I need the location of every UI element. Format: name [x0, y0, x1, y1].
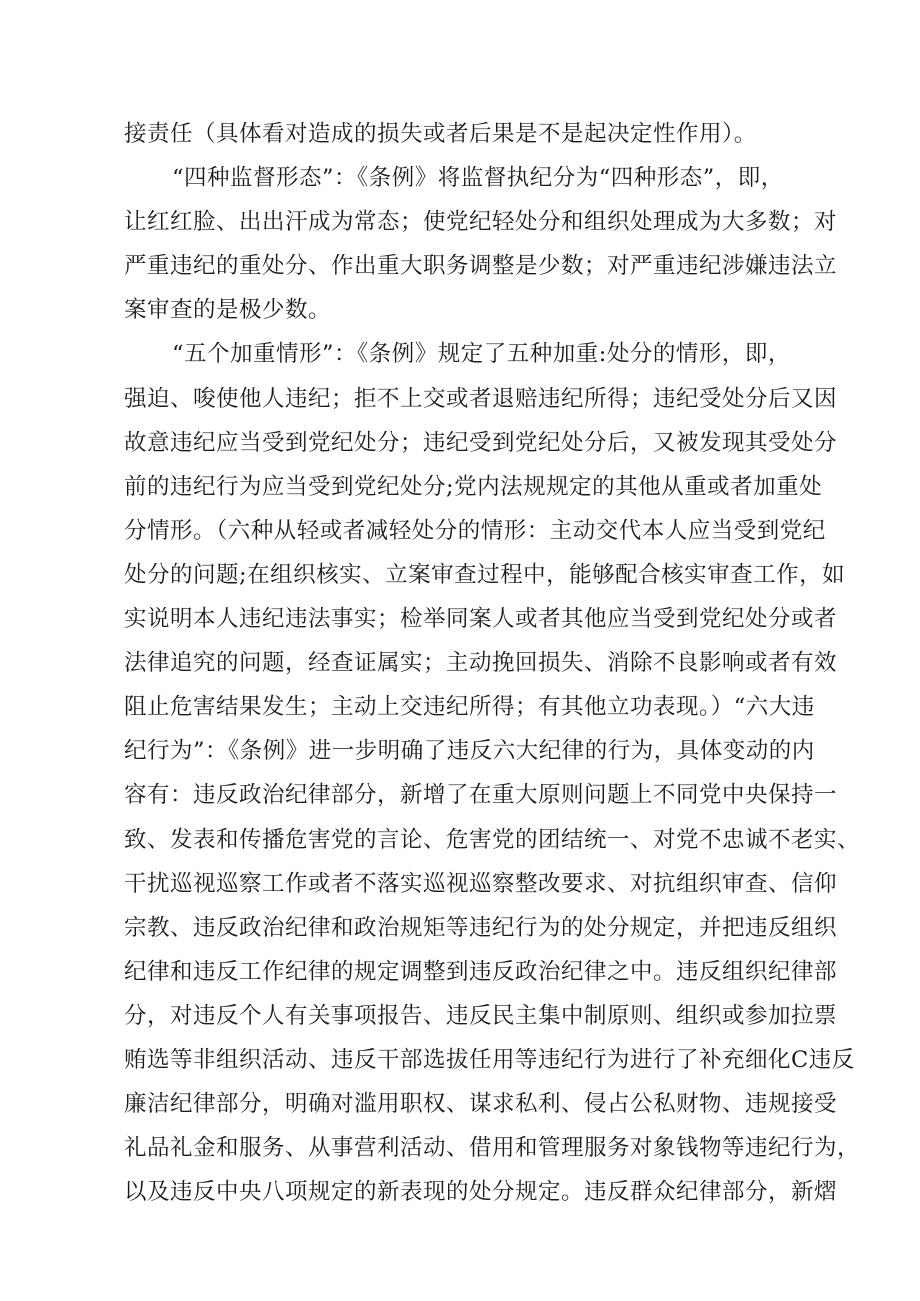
text-line-9: 前的违纪行为应当受到党纪处分;党内法规规定的其他从重或者加重处 — [124, 473, 823, 500]
text-line-4: 严重违纪的重处分、作出重大职务调整是少数；对严重违纪涉嫌违法立 — [124, 253, 838, 280]
text-line-7: 强迫、唆使他人违纪；拒不上交或者退赔违纪所得；违纪受处分后又因 — [124, 385, 838, 412]
text-line-2: “四种监督形态”：《条例》将监督执纪分为“四种形态”，即， — [172, 165, 784, 192]
text-line-21: 分，对违反个人有关事项报告、违反民主集中制原则、组织或参加拉票 — [124, 1002, 838, 1029]
text-line-11: 处分的问题;在组织核实、立案审查过程中，能够配合核实审查工作，如 — [124, 561, 846, 588]
text-line-25: 以及违反中央八项规定的新表现的处分规定。违反群众纪律部分，新熠 — [124, 1179, 838, 1206]
text-line-13: 法律追究的问题，经查证属实；主动挽回损失、消除不良影响或者有效 — [124, 650, 838, 677]
text-line-17: 致、发表和传播危害党的言论、危害党的团结统一、对党不忠诚不老实、 — [124, 826, 861, 853]
text-line-20: 纪律和违反工作纪律的规定调整到违反政治纪律之中。违反组织纪律部 — [124, 958, 838, 985]
text-line-6: “五个加重情形”：《条例》规定了五种加重:处分的情形，即， — [172, 341, 791, 368]
text-line-1: 接责任（具体看对造成的损失或者后果是不是起决定性作用）。 — [124, 121, 757, 147]
text-line-19: 宗教、违反政治纪律和政治规矩等违纪行为的处分规定，并把违反组织 — [124, 914, 838, 941]
text-line-10: 分情形。（六种从轻或者减轻处分的情形：主动交代本人应当受到党纪 — [124, 517, 826, 544]
text-line-15: 纪行为”：《条例》进一步明确了违反六大纪律的行为，具体变动的内 — [124, 738, 815, 765]
text-line-3: 让红红脸、出出汗成为常态；使党纪轻处分和组织处理成为大多数；对 — [124, 209, 838, 236]
text-line-23: 廉洁纪律部分，明确对滥用职权、谋求私利、侵占公私财物、违规接受 — [124, 1091, 838, 1118]
text-line-12: 实说明本人违纪违法事实；检举同案人或者其他应当受到党纪处分或者 — [124, 606, 838, 633]
text-line-14: 阻止危害结果发生；主动上交违纪所得；有其他立功表现。）“六大违 — [124, 694, 815, 721]
text-line-16: 容有：违反政治纪律部分，新增了在重大原则问题上不同党中央保持一 — [124, 782, 838, 809]
document-body — [124, 112, 861, 1214]
text-line-24: 礼品礼金和服务、从事营利活动、借用和管理服务对象钱物等违纪行为， — [124, 1135, 861, 1162]
text-line-18: 干扰巡视巡察工作或者不落实巡视巡察整改要求、对抗组织审查、信仰 — [124, 870, 838, 897]
text-line-8: 故意违纪应当受到党纪处分；违纪受到党纪处分后，又被发现其受处分 — [124, 429, 838, 456]
text-line-22: 贿选等非组织活动、违反干部选拔任用等违纪行为进行了补充细化C违反 — [124, 1046, 855, 1073]
text-line-5: 案审查的是极少数。 — [124, 297, 332, 324]
